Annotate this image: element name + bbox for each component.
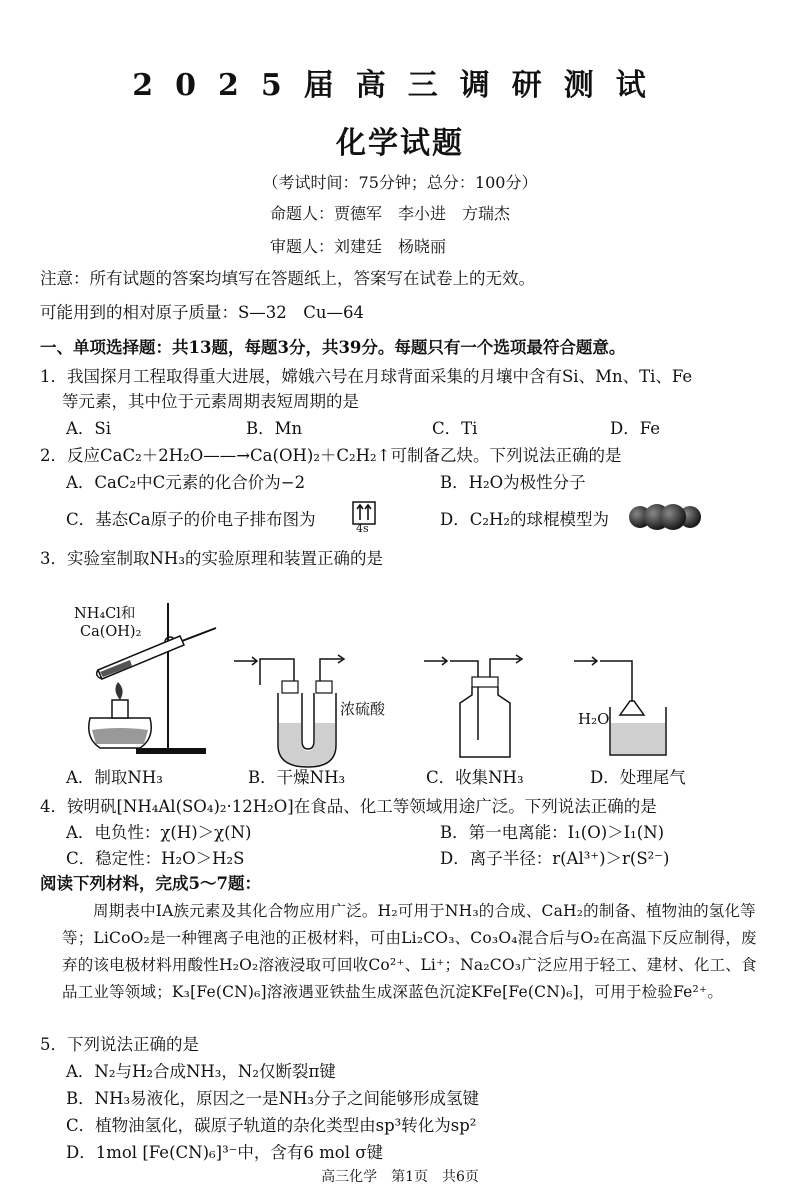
water-label: H₂O bbox=[578, 710, 610, 728]
q2-stem-end: ↑可制备乙炔。下列说法正确的是 bbox=[376, 446, 622, 465]
q4-option-b: B．第一电离能：I₁(O)＞I₁(N) bbox=[440, 823, 665, 842]
question-reviewers: 审题人：刘建廷 杨晓丽 bbox=[270, 237, 447, 256]
q1-option-c: C．Ti bbox=[432, 419, 478, 438]
q3-option-b: B．干燥NH₃ bbox=[248, 768, 346, 787]
reading-heading: 阅读下列材料，完成5～7题： bbox=[40, 874, 261, 893]
question-authors: 命题人：贾德军 李小进 方瑞杰 bbox=[270, 204, 511, 223]
q1-option-b: B．Mn bbox=[246, 419, 303, 438]
q5-option-c: C．植物油氢化，碳原子轨道的杂化类型由sp³转化为sp² bbox=[66, 1116, 477, 1135]
q4-stem: 4．铵明矾[NH₄Al(SO₄)₂·12H₂O]在食品、化工等领域用途广泛。下列说法正确的是 bbox=[40, 797, 657, 816]
subject-title: 化学试题 bbox=[336, 126, 464, 161]
q2-option-b: B．H₂O为极性分子 bbox=[440, 473, 586, 492]
exam-notice: 注意：所有试题的答案均填写在答题纸上，答案写在试卷上的无效。 bbox=[40, 269, 535, 288]
atomic-mass-info: 可能用到的相对原子质量：S—32 Cu—64 bbox=[40, 303, 365, 322]
q5-option-b: B．NH₃易液化，原因之一是NH₃分子之间能够形成氢键 bbox=[66, 1089, 480, 1108]
q2-option-c: C．基态Ca原子的价电子排布图为 bbox=[66, 510, 316, 529]
q1-stem-line2: 等元素，其中位于元素周期表短周期的是 bbox=[62, 392, 359, 411]
apparatus-b-u-tube bbox=[230, 645, 350, 775]
q1-option-d: D．Fe bbox=[610, 419, 661, 438]
q4-option-c: C．稳定性：H₂O＞H₂S bbox=[66, 849, 245, 868]
acid-label: 浓硫酸 bbox=[340, 700, 386, 718]
q5-option-d: D．1mol [Fe(CN)₆]³⁻中，含有6 mol σ键 bbox=[66, 1143, 383, 1162]
q5-option-a: A．N₂与H₂合成NH₃，N₂仅断裂π键 bbox=[66, 1062, 336, 1081]
q2-option-a: A．CaC₂中C元素的化合价为−2 bbox=[66, 473, 306, 492]
exam-time-score: （考试时间：75分钟；总分：100分） bbox=[262, 173, 538, 192]
q5-stem: 5．下列说法正确的是 bbox=[40, 1035, 199, 1054]
q4-option-a: A．电负性：χ(H)＞χ(N) bbox=[66, 823, 252, 842]
q2-stem: 2．反应CaC₂＋2H₂O——→Ca(OH)₂＋C₂H₂↑可制备乙炔。下列说法正确的是 bbox=[40, 446, 622, 465]
orbital-diagram bbox=[350, 500, 380, 540]
orbital-label: 4s bbox=[356, 522, 369, 535]
apparatus-c-gas-bottle bbox=[420, 645, 530, 765]
q3-option-c: C．收集NH₃ bbox=[426, 768, 524, 787]
q3-option-a: A．制取NH₃ bbox=[66, 768, 163, 787]
reading-passage: 周期表中ⅠA族元素及其化合物应用广泛。H₂可用于NH₃的合成、CaH₂的制备、植物油的氢化等等；LiCoO₂是一种锂离子电池的正极材料，可由Li₂CO₃、Co₃O₄混合后与O₂在高温下反应制得，废弃的该电极材料用酸性H₂O₂溶液浸取可回收Co²⁺、Li⁺；Na₂CO₃广泛应用于轻工、建材、化工、食品工业等领域；K₃[Fe(CN)₆]溶液遇亚铁盐生成深蓝色沉淀KFe[Fe(CN)₆]，可用于检验Fe²⁺。 bbox=[62, 902, 757, 1001]
q3-stem: 3．实验室制取NH₃的实验原理和装置正确的是 bbox=[40, 549, 383, 568]
q1-option-a: A．Si bbox=[66, 419, 111, 438]
exam-title: 2025届高三调研测试 bbox=[132, 68, 668, 103]
section1-heading: 一、单项选择题：共13题，每题3分，共39分。每题只有一个选项最符合题意。 bbox=[40, 338, 626, 357]
q2-stem-start: 2．反应CaC bbox=[40, 446, 136, 465]
apparatus-a-heating bbox=[70, 598, 230, 758]
q4-option-d: D．离子半径：r(Al³⁺)＞r(S²⁻) bbox=[440, 849, 670, 868]
q1-stem-line1: 1．我国探月工程取得重大进展，嫦娥六号在月球背面采集的月壤中含有Si、Mn、Ti、Fe bbox=[40, 367, 693, 386]
ball-stick-model-icon bbox=[628, 502, 702, 532]
reagent-label-line2: Ca(OH)₂ bbox=[80, 624, 142, 640]
q3-option-d: D．处理尾气 bbox=[590, 768, 686, 787]
reagent-label-line1: NH₄Cl和 bbox=[74, 606, 136, 622]
apparatus-d-beaker bbox=[570, 645, 680, 765]
q2-option-d: D．C₂H₂的球棍模型为 bbox=[440, 510, 609, 529]
page-footer: 高三化学 第1页 共6页 bbox=[321, 1169, 479, 1185]
